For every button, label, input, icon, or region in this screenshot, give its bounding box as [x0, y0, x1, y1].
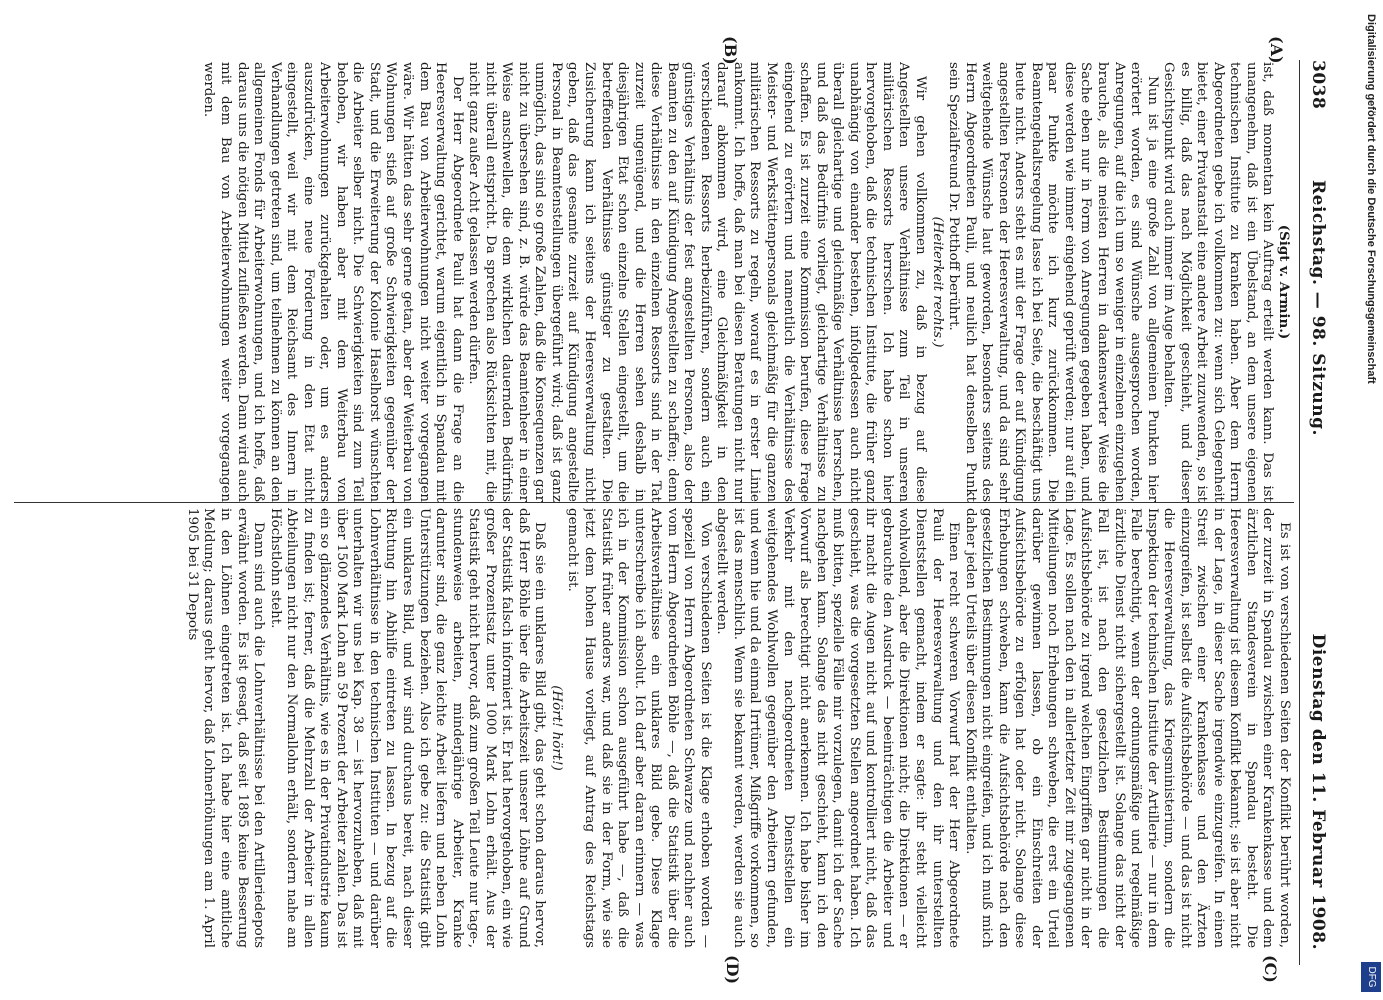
margin-marker-d: (D)	[723, 955, 742, 985]
margin-marker-c: (C)	[1261, 955, 1280, 983]
page-title: Reichstag. — 98. Sitzung.	[1308, 180, 1328, 436]
paragraph: Nun ist ja eine große Zahl von allgemeinen Punkten hier erörtert worden, es sind Wünsche ausgesprochen worden, Anregungen, auf die ich um so weniger in einzelnen einzugehen brauche, als die meisten Herren in dankenswerter Weise die Sache eben nur in Form von Anregungen gegeben haben, und diese werden wie immer eingehend geprüft werden; nur auf ein paar Punkte möchte ich kurz zurückkommen. Die Beamtengehaltsregelung lasse ich bei Seite, die beschäftigt uns heute nicht. Anders steht es mit der Frage der auf Kündigung angestellten Personen der Heeresverwaltung, und da sind sehr weitgehende Wünsche laut geworden, besonders seitens des Herrn Abgeordneten Pauli, und neulich hat denselben Punkt sein Spezialfreund Dr. Potthoff berührt.	[946, 62, 1160, 502]
stage-direction: (Heiterkeit rechts.)	[929, 216, 945, 348]
dfg-logo: DFG	[1361, 962, 1381, 992]
page-number: 3038	[1308, 60, 1328, 110]
paragraph: Es ist von verschiedenen Seiten der Konflikt berührt worden, der zurzeit in Spandau zwischen einer Krankenkasse und dem ärztlichen Standesverein in Spandau besteht. Die Heeresverwaltung ist diesem Konflikt bekannt; sie ist aber nicht in der Lage, in dieser Sache irgendwie einzugreifen. In einen Streit zwischen einer Krankenkasse und den Ärzten einzugreifen, ist selbst die Aufsichtsbehörde — und das ist nicht die Heeresverwaltung, das Kriegsministerium, sondern die Inspektion der technischen Institute der Artillerie — nur in dem Falle berechtigt, wenn der ordnungsmäßige und regelmäßige ärztliche Dienst nicht sichergestellt ist. Solange das nicht der Fall ist, ist nach den gesetzlichen Bestimmungen die Aufsichtsbehörde zu irgend welchen Eingriffen gar nicht in der Lage. Es sollen nach den in allerletzter Zeit mir zugegangenen Mitteilungen noch Erhebungen schweben, die erst ein Urteil darüber gewinnen lassen, ob ein Einschreiten der Aufsichtsbehörde zu erfolgen hat oder nicht. Solange diese Erhebungen schweben, kann die Aufsichtsbehörde nach den gesetzlichen Bestimmungen nicht eingreifen, und ich muß mich daher jeden Urteils über diesen Konflikt enthalten.	[962, 508, 1292, 948]
speaker-name: (Sigt v. Armin.)	[1276, 224, 1292, 340]
digitization-footer	[1357, 0, 1383, 1000]
margin-marker-b: (B)	[721, 36, 740, 65]
paragraph: ist, daß momentan kein Auftrag erteilt werden kann. Das ist unangenehm, daß ist ein Übelstand, an dem unsere eigenen technischen Institute zu kranken haben. Aber dem Herrn Abgeordneten gebe ich vollkommen zu: wenn sich Gelegenheit bietet, einer Privatanstalt eine andere Arbeit zuzuwenden, so ist es billig, daß das nach Möglichkeit geschieht, und dieser Gesichtspunkt wird auch immer im Auge behalten.	[1161, 62, 1276, 502]
left-column	[17, 62, 1292, 502]
paragraph: Von verschiedenen Seiten ist die Klage erhoben worden — speziell von Herrn Abgeordneten Schwarze und nachher auch vom Herrn Abgeordneten Böhle —, daß die Statistik über die Arbeitsverhältnisse ein unklares Bild gebe. Diese Klage unterschreibe ich absolut. Ich darf aber daran erinnern — was ich in der Kommission schon ausgeführt habe —, daß die Statistik früher anders war, und daß sie in der Form, wie sie jetzt dem hohen Hause vorliegt, auf Antrag des Reichstags gemacht ist.	[565, 508, 713, 948]
header-rule	[1299, 60, 1300, 965]
paragraph: Daß sie ein unklares Bild gibt, das geht schon daraus hervor, daß Herr Böhle über die Arbeitszeit unserer Löhne auf Grund der Statistik falsch informiert ist. Er hat hervorgehoben, ein wie großer Prozentsatz unter 1000 Mark Lohn erhält. Aus der Statistik geht nicht hervor, daß zum großen Teil Leute nur tage-, stundenweise arbeiten, minderjährige Arbeiter, Kranke darunter sind, die ganz leichte Arbeit liefern und neben Lohn Unterstützungen beziehen. Also ich gebe zu: die Statistik gibt ein unklares Bild, und wir sind durchaus bereit, nach dieser Richtung hin Abhilfe eintreten zu lassen. In bezug auf die Lohnverhältnisse in den technischen Instituten — und darüber unterhalten wir uns bei Kap. 38 — ist hervorzuheben, daß mit über 1500 Mark Lohn an 59 Prozent der Arbeiter zahlen. Das ist ein so glänzendes Verhältnis, wie es in der Privatindustrie kaum zu finden ist; ferner, daß die Mehrzahl der Arbeiter in allen Abteilungen nicht nur den Normallohn erhält, sondern nahe am Höchstlohn steht.	[267, 508, 548, 948]
column-divider	[14, 502, 1294, 503]
page-header	[1300, 60, 1334, 970]
right-column	[17, 508, 1292, 948]
funding-note: Digitalisierung gefördert durch die Deutsche Forschungsgemeinschaft	[1365, 14, 1377, 384]
margin-marker-a: (A)	[1267, 36, 1286, 64]
paragraph: Wir gehen vollkommen zu, daß in bezug auf diese Angestellten unsere Verhältnisse zum Teil in unseren militärischen Ressorts herrschen. Ich habe schon hier hervorgehoben, daß die technischen Institute, die früher ganz unabhängig von einander bestehen, infolgedessen auch nicht überall gleichartige und gleichmäßige Verhältnisse herrschen, und daß das Bedürfnis vorliegt, gleichartige Verhältnisse zu schaffen. Es ist zurzeit eine Kommission berufen, diese Frage eingehend zu erörtern und namentlich die Verhältnisse des Meister- und Werkstättenpersonals gleichmäßig für die ganzen militärischen Ressorts zu regeln, worauf es in erster Linie ankommt. Ich hoffe, daß man bei diesen Beratungen nicht nur darauf abkommen wird, eine Gleichmäßigkeit in den verschiedenen Ressorts herbeizuführen, sondern auch ein günstiges Verhältnis der fest angestellten Personen, also der Beamten zu den auf Kündigung Angestellten zu schaffen; denn diese Verhältnisse in den einzelnen Ressorts sind in der Tat zurzeit ungenügend, und die Herren sehen deshalb in diesjährigen Etat schon einzelne Stellen eingestellt, um die betreffenden Verhältnisse günstiger zu gestalten. Die Zusicherung kann ich seitens der Heeresverwaltung nicht geben, daß das gesamte zurzeit auf Kündigung angestellte Personal in Beamtenstellungen übergeführt wird; daß ist ganz unmöglich, das sind so große Zahlen, daß die Konsequenzen gar nicht zu übersehen sind, z. B. würde das Beamtenheer in einer Weise anschwellen, die dem wirklichen dauernden Bedürfnis nicht überall entspricht. Da sprechen also Rücksichten mit, die nicht ganz außer Acht gelassen werden dürfen.	[466, 62, 928, 502]
stage-direction: (Hört! hört!)	[548, 685, 564, 771]
paragraph: Der Herr Abgeordnete Pauli hat dann die Frage an die Heeresverwaltung gerichtet, warum eigentlich in Spandau mit dem Bau von Arbeiterwohnungen nicht weiter vorgegangen wäre. Wir hätten das sehr gerne getan, aber der Weiterbau von Wohnungen stieß auf große Schwierigkeiten gegenüber der Stadt, und die Erweiterung der Kolonie Haselhorst wünschten die Arbeiter selber nicht. Die Schwierigkeiten sind zum Teil behoben, wir haben aber mit dem Weiterbau von Arbeiterwohnungen zurückgehalten oder, um es anders auszudrücken, eine neue Forderung in den Etat nicht eingestellt, weil wir mit dem Reichsamt des Innern in Verhandlungen getreten sind, um teilnehmen zu können an den allgemeinen Fonds für Arbeiterwohnungen, und ich hoffe, daß daraus uns die nötigen Mittel zufließen werden. Dann wird auch mit dem Bau von Arbeiterwohnungen weiter vorgegangen werden.	[201, 62, 465, 502]
session-date: Dienstag den 11. Februar 1908.	[1308, 633, 1328, 950]
paragraph: Dann sind auch die Lohnverhältnisse bei den Artilleriedepots erwähnt worden. Es ist gesagt, daß seit 1895 keine Besserung in den Löhnen eingetreten ist. Ich habe hier eine amtliche Meldung; daraus geht hervor, daß Lohnerhöhungen am 1. April 1905 bei 31 Depots	[184, 508, 267, 948]
paragraph: Einen recht schweren Vorwurf hat der Herr Abgeordnete Pauli der Heeresverwaltung und den ihr unterstellten Dienststellen gemacht, indem er sagte: ihr steht vielleicht wohlwollend, aber die Direktionen nicht; die Direktionen — er gebrauchte den Ausdruck — beeinträchtigen die Arbeiter und ihr macht die Augen nicht auf und kontrolliert nicht, daß das geschieht, was die vorgesetzten Stellen angeordnet haben. Ich muß bitten, spezielle Fälle mir vorzulegen, damit ich der Sache nachgehen kann. Solange das nicht geschieht, kann ich den Vorwurf als berechtigt nicht anerkennen. Ich habe bisher im Verkehr mit den nachgeordneten Dienststellen ein weitgehendes Wohlwollen gegenüber den Arbeitern gefunden, und wenn hie und da einmal Irrtümer, Mißgriffe vorkommen, so ist das menschlich. Wenn sie bekannt werden, werden sie auch abgestellt werden.	[714, 508, 962, 948]
